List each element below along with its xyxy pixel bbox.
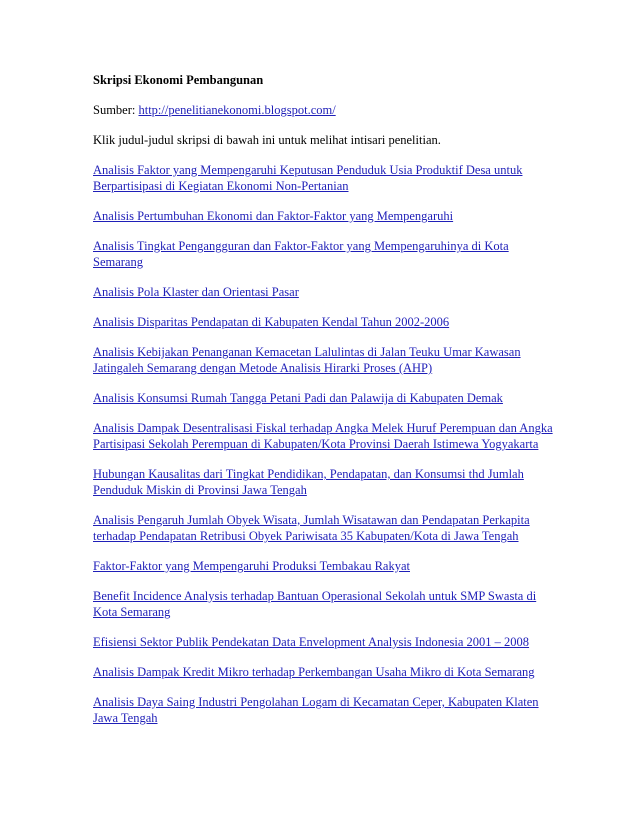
- source-line: [93, 102, 553, 118]
- thesis-link[interactable]: Analisis Dampak Desentralisasi Fiskal terhadap Angka Melek Huruf Perempuan dan Angka Partisipasi Sekolah Perempuan di Kabupaten/Kota Provinsi Daerah Istimewa Yogyakarta: [93, 421, 553, 451]
- thesis-link[interactable]: Analisis Pola Klaster dan Orientasi Pasar: [93, 285, 299, 299]
- thesis-link[interactable]: Hubungan Kausalitas dari Tingkat Pendidikan, Pendapatan, dan Konsumsi thd Jumlah Penduduk Miskin di Provinsi Jawa Tengah: [93, 467, 524, 497]
- thesis-link[interactable]: Analisis Daya Saing Industri Pengolahan Logam di Kecamatan Ceper, Kabupaten Klaten Jawa Tengah: [93, 695, 539, 725]
- document-page: [93, 72, 553, 740]
- intro-text: Klik judul-judul skripsi di bawah ini untuk melihat intisari penelitian.: [93, 133, 441, 147]
- list-item: [93, 238, 553, 270]
- thesis-link[interactable]: Analisis Disparitas Pendapatan di Kabupaten Kendal Tahun 2002-2006: [93, 315, 450, 329]
- list-item: [93, 420, 553, 452]
- list-item: [93, 634, 553, 650]
- list-item: [93, 694, 553, 726]
- thesis-link[interactable]: Analisis Kebijakan Penanganan Kemacetan Lalulintas di Jalan Teuku Umar Kawasan Jatingaleh Semarang dengan Metode Analisis Hirarki Proses (AHP): [93, 345, 521, 375]
- list-item: [93, 512, 553, 544]
- list-item: [93, 284, 553, 300]
- source-link[interactable]: http://penelitianekonomi.blogspot.com/: [138, 103, 336, 117]
- thesis-link[interactable]: Benefit Incidence Analysis terhadap Bantuan Operasional Sekolah untuk SMP Swasta di Kota Semarang: [93, 589, 537, 619]
- thesis-link[interactable]: Analisis Tingkat Pengangguran dan Faktor-Faktor yang Mempengaruhinya di Kota Semarang: [93, 239, 509, 269]
- list-item: [93, 390, 553, 406]
- thesis-link-list: [93, 162, 553, 726]
- source-label: Sumber:: [93, 103, 139, 117]
- thesis-link[interactable]: Analisis Pertumbuhan Ekonomi dan Faktor-Faktor yang Mempengaruhi: [93, 209, 454, 223]
- list-item: [93, 162, 553, 194]
- list-item: [93, 558, 553, 574]
- list-item: [93, 208, 553, 224]
- list-item: [93, 314, 553, 330]
- list-item: [93, 466, 553, 498]
- thesis-link[interactable]: Efisiensi Sektor Publik Pendekatan Data Envelopment Analysis Indonesia 2001 – 2008: [93, 635, 530, 649]
- thesis-link[interactable]: Analisis Faktor yang Mempengaruhi Keputusan Penduduk Usia Produktif Desa untuk Berpartisipasi di Kegiatan Ekonomi Non-Pertanian: [93, 163, 523, 193]
- list-item: [93, 588, 553, 620]
- list-item: [93, 664, 553, 680]
- thesis-link[interactable]: Analisis Dampak Kredit Mikro terhadap Perkembangan Usaha Mikro di Kota Semarang: [93, 665, 535, 679]
- list-item: [93, 344, 553, 376]
- thesis-link[interactable]: Analisis Pengaruh Jumlah Obyek Wisata, Jumlah Wisatawan dan Pendapatan Perkapita terhadap Pendapatan Retribusi Obyek Pariwisata 35 Kabupaten/Kota di Jawa Tengah: [93, 513, 530, 543]
- document-title: Skripsi Ekonomi Pembangunan: [93, 73, 264, 87]
- thesis-link[interactable]: Faktor-Faktor yang Mempengaruhi Produksi Tembakau Rakyat: [93, 559, 410, 573]
- thesis-link[interactable]: Analisis Konsumsi Rumah Tangga Petani Padi dan Palawija di Kabupaten Demak: [93, 391, 503, 405]
